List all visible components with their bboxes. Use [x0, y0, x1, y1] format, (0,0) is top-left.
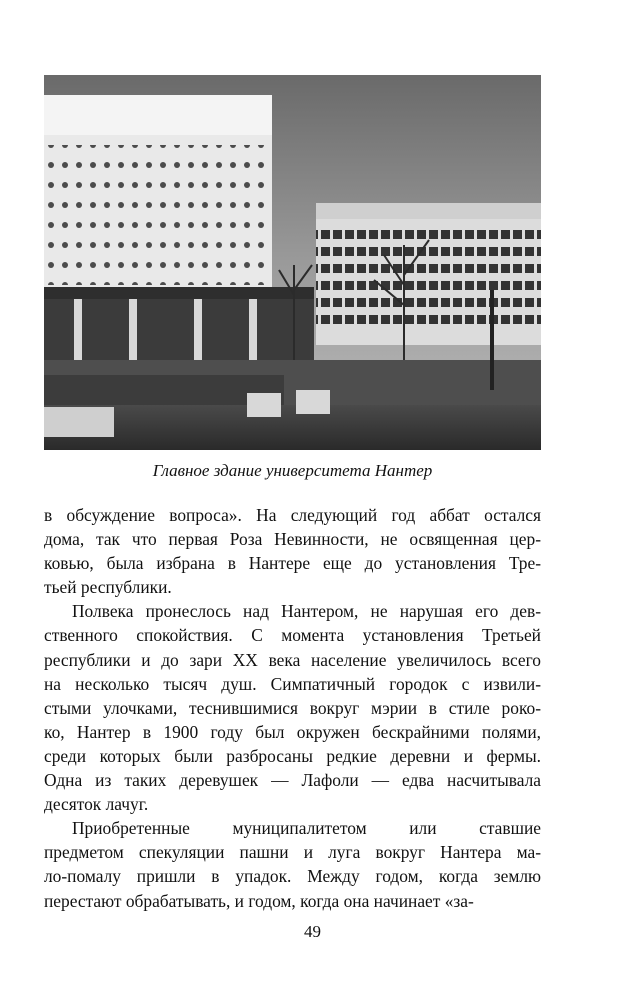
paragraph	[44, 599, 541, 816]
text-line: среди которых были разбросаны редкие деревни и фермы.	[44, 745, 541, 766]
text-line: предметом спекуляции пашни и луга вокруг Нантера ма-	[44, 842, 541, 863]
text-line: перестают обрабатывать, и годом, когда она начинает «за-	[44, 890, 474, 911]
text-line: стыми улочками, теснившимися вокруг мэрии в стиле роко-	[44, 697, 541, 718]
university-building-photo	[44, 75, 541, 450]
text-line: ственного спокойствия. С момента установления Третьей	[44, 625, 541, 646]
page-number: 49	[304, 922, 321, 941]
text-line: республики и до зари XX века население увеличилось всего	[44, 649, 541, 670]
text-line: дома, так что первая Роза Невинности, не освященная цер-	[44, 529, 541, 550]
text-line: Одна из таких деревушек — Лафоли — едва насчитывала	[44, 770, 541, 791]
text-line: десяток лачуг.	[44, 794, 149, 815]
body-text	[44, 503, 541, 913]
text-line: Приобретенные муниципалитетом или ставшие	[72, 818, 541, 839]
text-line: Полвека пронеслось над Нантером, не нарушая его дев-	[72, 601, 541, 622]
paragraph	[44, 816, 541, 912]
text-line: ковью, была избрана в Нантере еще до установления Тре-	[44, 553, 541, 574]
text-line: ко, Нантер в 1900 году был окружен бескрайними полями,	[44, 721, 541, 742]
text-line: ло-помалу пришли в упадок. Между годом, когда землю	[44, 866, 541, 887]
text-line: тьей республики.	[44, 577, 172, 598]
text-line: на несколько тысяч душ. Симпатичный городок с извили-	[44, 673, 541, 694]
photo-caption: Главное здание университета Нантер	[152, 461, 433, 480]
text-line: в обсуждение вопроса». На следующий год аббат остался	[44, 505, 541, 525]
paragraph	[44, 503, 541, 599]
